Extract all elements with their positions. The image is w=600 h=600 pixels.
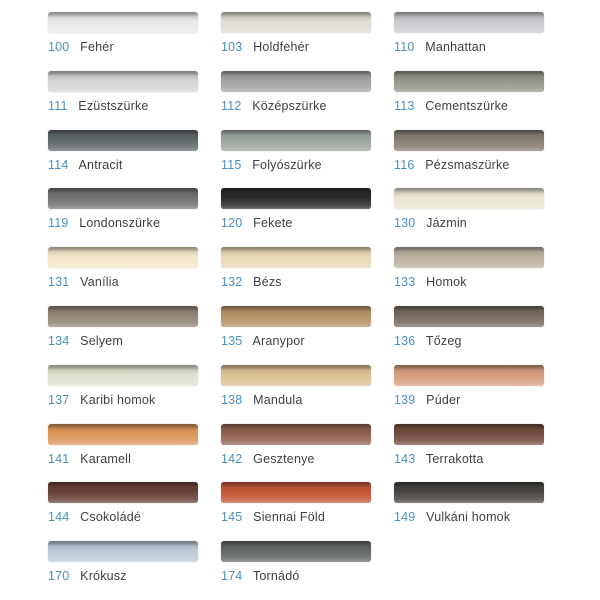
swatch-name: Cementszürke: [425, 98, 509, 113]
swatch-label: [394, 275, 544, 289]
swatch-cell: [394, 306, 544, 365]
swatch-cell: [394, 424, 544, 483]
swatch-cell: [221, 247, 371, 306]
swatch-cell: [48, 188, 198, 247]
color-swatch[interactable]: [48, 306, 198, 327]
swatch-name: Krókusz: [80, 569, 127, 584]
swatch-cell: [221, 71, 371, 130]
swatch-cell: [394, 365, 544, 424]
swatch-name: Csokoládé: [80, 510, 142, 525]
swatch-code: 143: [394, 451, 416, 466]
color-swatch[interactable]: [394, 306, 544, 327]
color-swatch[interactable]: [394, 247, 544, 268]
swatch-cell: [394, 12, 544, 71]
swatch-cell: [221, 365, 371, 424]
swatch-code: 115: [221, 157, 242, 172]
swatch-code: 113: [394, 98, 415, 113]
swatch-code: 141: [48, 451, 70, 466]
swatch-cell: [48, 12, 198, 71]
swatch-label: [221, 334, 371, 348]
color-swatch[interactable]: [48, 541, 198, 562]
color-swatch[interactable]: [394, 12, 544, 33]
swatch-name: Terrakotta: [425, 451, 484, 466]
color-swatch[interactable]: [48, 482, 198, 503]
swatch-label: [394, 99, 544, 113]
color-swatch[interactable]: [394, 188, 544, 209]
swatch-name: Gesztenye: [253, 451, 315, 466]
color-swatch[interactable]: [48, 71, 198, 92]
swatch-name: Vulkáni homok: [426, 510, 511, 525]
swatch-name: Aranypor: [252, 333, 305, 348]
swatch-label: [394, 393, 544, 407]
swatch-label: [48, 334, 198, 348]
swatch-label: [394, 452, 544, 466]
swatch-label: [48, 393, 198, 407]
swatch-code: 103: [221, 40, 243, 54]
swatch-code: 170: [48, 569, 70, 584]
swatch-code: 149: [394, 510, 416, 525]
swatch-label: [48, 158, 198, 172]
swatch-cell: [221, 188, 371, 247]
swatch-label: [394, 40, 544, 54]
color-swatch[interactable]: [48, 424, 198, 445]
swatch-code: 135: [221, 333, 243, 348]
swatch-cell: [394, 71, 544, 130]
color-swatch[interactable]: [394, 482, 544, 503]
swatch-code: 133: [394, 275, 416, 290]
swatch-cell: [48, 306, 198, 365]
color-swatch[interactable]: [221, 130, 371, 151]
swatch-label: [221, 275, 371, 289]
swatch-cell: [221, 130, 371, 189]
color-swatch[interactable]: [221, 12, 371, 33]
color-swatch[interactable]: [221, 247, 371, 268]
swatch-label: [394, 216, 544, 230]
swatch-name: Tornádó: [252, 569, 300, 584]
color-swatch[interactable]: [48, 365, 198, 386]
swatch-name: Púder: [426, 392, 461, 407]
color-swatch[interactable]: [221, 541, 371, 562]
swatch-cell: [48, 130, 198, 189]
swatch-name: Fekete: [253, 216, 293, 231]
swatch-label: [48, 40, 198, 54]
swatch-label: [221, 99, 371, 113]
swatch-name: Ezüstszürke: [78, 98, 149, 113]
swatch-cell: [48, 541, 198, 600]
swatch-cell: [394, 130, 544, 189]
swatch-name: Selyem: [80, 333, 124, 348]
color-swatch[interactable]: [221, 188, 371, 209]
color-swatch[interactable]: [221, 482, 371, 503]
color-swatch[interactable]: [48, 247, 198, 268]
color-swatch[interactable]: [394, 71, 544, 92]
swatch-name: Vanília: [80, 275, 119, 290]
swatch-cell: [48, 71, 198, 130]
swatch-label: [221, 569, 371, 583]
swatch-label: [48, 452, 198, 466]
swatch-label: [48, 569, 198, 583]
swatch-cell: [48, 365, 198, 424]
swatch-cell: [221, 482, 371, 541]
swatch-name: Holdfehér: [253, 40, 310, 54]
swatch-name: Tőzeg: [425, 333, 462, 348]
swatch-code: 174: [221, 569, 243, 584]
swatch-name: Jázmin: [426, 216, 467, 231]
swatch-cell: [221, 424, 371, 483]
swatch-name: Mandula: [253, 392, 303, 407]
swatch-label: [221, 216, 371, 230]
swatch-label: [48, 216, 198, 230]
swatch-code: 112: [221, 98, 242, 113]
swatch-cell: [394, 482, 544, 541]
swatch-code: 116: [394, 157, 415, 172]
swatch-code: 111: [48, 98, 68, 113]
color-swatch[interactable]: [221, 365, 371, 386]
color-swatch[interactable]: [221, 424, 371, 445]
swatch-name: Bézs: [253, 275, 282, 290]
swatch-code: 114: [48, 157, 69, 172]
swatch-name: Antracit: [78, 157, 123, 172]
swatch-code: 130: [394, 216, 416, 231]
swatch-name: Középszürke: [252, 98, 327, 113]
swatch-name: Fehér: [80, 40, 114, 54]
swatch-cell: [394, 188, 544, 247]
color-swatch[interactable]: [48, 130, 198, 151]
swatch-code: 142: [221, 451, 243, 466]
swatch-code: 138: [221, 392, 243, 407]
swatch-cell: [48, 424, 198, 483]
swatch-code: 144: [48, 510, 70, 525]
color-swatch[interactable]: [48, 188, 198, 209]
swatch-cell: [394, 247, 544, 306]
swatch-label: [394, 158, 544, 172]
swatch-code: 137: [48, 392, 70, 407]
swatch-label: [48, 275, 198, 289]
swatch-cell: [221, 541, 371, 600]
swatch-code: 139: [394, 392, 416, 407]
swatch-code: 134: [48, 333, 70, 348]
swatch-name: Karibi homok: [80, 392, 156, 407]
swatch-code: 136: [394, 333, 416, 348]
swatch-label: [221, 452, 371, 466]
swatch-name: Pézsmaszürke: [425, 157, 510, 172]
swatch-label: [394, 334, 544, 348]
swatch-cell: [48, 247, 198, 306]
color-swatch[interactable]: [394, 365, 544, 386]
swatch-label: [221, 510, 371, 524]
swatch-code: 132: [221, 275, 243, 290]
swatch-cell: [48, 482, 198, 541]
swatch-cell: [221, 306, 371, 365]
swatch-code: 100: [48, 40, 70, 54]
color-swatch[interactable]: [394, 130, 544, 151]
swatch-label: [221, 393, 371, 407]
swatch-label: [394, 510, 544, 524]
swatch-label: [221, 158, 371, 172]
swatch-label: [221, 40, 371, 54]
swatch-label: [48, 99, 198, 113]
swatch-label: [48, 510, 198, 524]
swatch-code: 131: [48, 275, 70, 290]
swatch-name: Homok: [426, 275, 467, 290]
swatch-name: Folyószürke: [252, 157, 322, 172]
color-swatch[interactable]: [48, 12, 198, 33]
color-swatch[interactable]: [394, 424, 544, 445]
swatch-code: 110: [394, 40, 415, 54]
swatch-name: Manhattan: [425, 40, 487, 54]
swatch-cell: [221, 12, 371, 71]
swatch-code: 120: [221, 216, 243, 231]
swatch-code: 145: [221, 510, 243, 525]
swatch-name: Londonszürke: [79, 216, 161, 231]
swatch-name: Siennai Föld: [253, 510, 326, 525]
color-swatch[interactable]: [221, 71, 371, 92]
color-swatch[interactable]: [221, 306, 371, 327]
swatch-name: Karamell: [80, 451, 132, 466]
swatch-code: 119: [48, 216, 69, 231]
